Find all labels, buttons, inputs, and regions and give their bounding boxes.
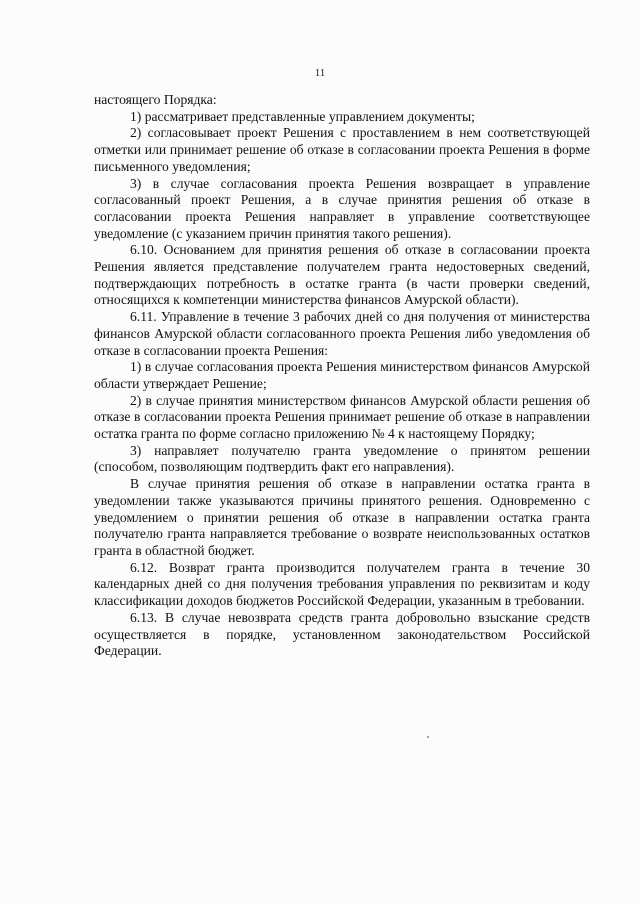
paragraph-item-2: 2) согласовывает проект Решения с проставлением в нем соответствующей отметки или принимает решение об отказе в согласовании проекта Решения в форме письменного уведомления; [94, 125, 590, 174]
paragraph-6-11-item-2: 2) в случае принятия министерством финансов Амурской области решения об отказе в согласовании проекта Решения принимает решение об отказе в направлении остатка гранта по форме согласно приложению № 4 к настоящему Порядку; [94, 392, 590, 442]
paragraph-intro: настоящего Порядка: [94, 92, 217, 107]
paragraph-6-12: 6.12. Возврат гранта производится получателем гранта в течение 30 календарных дней со дня получения требования управления по реквизитам и коду классификации доходов бюджетов Российской Федерации, указанным в требовании. [94, 559, 590, 609]
page-number: 11 [314, 67, 326, 79]
paragraph-6-11-item-3: 3) направляет получателю гранта уведомление о принятом решении (способом, позволяющим подтвердить факт его направления). [94, 442, 590, 475]
document-body [94, 92, 590, 660]
paragraph-6-11: 6.11. Управление в течение 3 рабочих дней со дня получения от министерства финансов Амурской области согласованного проекта Решения либо уведомления об отказе в согласовании проекта Решения: [94, 309, 590, 358]
paragraph-6-10: 6.10. Основанием для принятия решения об отказе в согласовании проекта Решения является представление получателем гранта недостоверных сведений, подтверждающих потребность в остатке гранта (в части проверки сведений, относящихся к компетенции министерства финансов Амурской области). [94, 242, 590, 308]
paragraph-refusal-notice: В случае принятия решения об отказе в направлении остатка гранта в уведомлении также указываются причины принятого решения. Одновременно с уведомлением о принятии решения об отказе в направлении остатка гранта получателю гранта направляется требование о возврате неиспользованных остатков гранта в областной бюджет. [94, 476, 590, 558]
scan-speck [427, 736, 429, 738]
paragraph-item-3: 3) в случае согласования проекта Решения возвращает в управление согласованный проект Решения, а в случае принятия решения об отказе в согласовании проекта Решения направляет в управление соответствующее уведомление (с указанием причин принятия такого решения). [94, 175, 590, 241]
paragraph-6-11-item-1: 1) в случае согласования проекта Решения министерством финансов Амурской области утверждает Решение; [94, 359, 590, 391]
paragraph-6-13: 6.13. В случае невозврата средств гранта добровольно взыскание средств осуществляется в порядке, установленном законодательством Российской Федерации. [94, 609, 590, 659]
paragraph-item-1: 1) рассматривает представленные управлением документы; [130, 108, 475, 124]
